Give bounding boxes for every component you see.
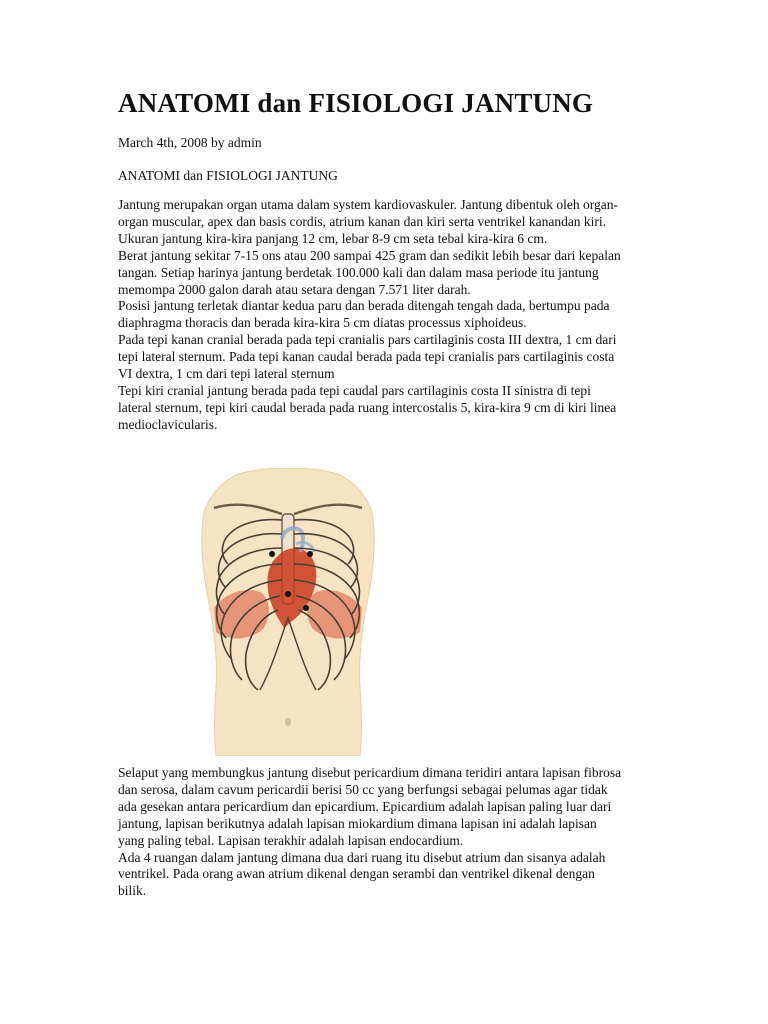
text-line: Ada 4 ruangan dalam jantung dimana dua dari ruang itu disebut atrium dan sisanya adalah <box>118 849 606 865</box>
text-line: Jantung merupakan organ utama dalam system kardiovaskuler. Jantung dibentuk oleh organ- <box>118 197 619 212</box>
text-line: dan serosa, dalam cavum pericardii berisi 50 cc yang berfungsi sebagai pelumas agar tidak <box>118 781 608 797</box>
thorax-svg <box>200 468 376 756</box>
auscultation-point <box>303 605 309 611</box>
post-meta: March 4th, 2008 by admin <box>118 135 262 150</box>
page-title: ANATOMI dan FISIOLOGI JANTUNG <box>118 88 594 118</box>
text-line: memompa 2000 galon darah atau setara dengan 7.571 liter darah. <box>118 281 471 297</box>
text-line: Pada tepi kanan cranial berada pada tepi cranialis pars cartilaginis costa III dextra, 1 cm dari <box>118 332 617 348</box>
text-line: ventrikel. Pada orang awan atrium dikenal dengan serambi dan ventrikel dikenal dengan <box>118 866 595 882</box>
text-line: Ukuran jantung kira-kira panjang 12 cm, lebar 8-9 cm seta tebal kira-kira 6 cm. <box>118 230 548 246</box>
text-line: Selaput yang membungkus jantung disebut pericardium dimana teridiri antara lapisan fibrosa <box>118 765 622 780</box>
body-text-block-2 <box>118 765 658 900</box>
text-line: jantung, lapisan berikutnya adalah lapisan miokardium dimana lapisan ini adalah lapisan <box>118 815 597 831</box>
text-line: bilik. <box>118 883 147 899</box>
text-line: tepi lateral sternum. Pada tepi kanan caudal berada pada tepi cranialis pars cartilaginis costa <box>118 349 615 365</box>
text-line: lateral sternum, tepi kiri caudal berada pada ruang intercostalis 5, kira-kira 9 cm di kiri linea <box>118 399 617 415</box>
auscultation-point <box>285 591 291 597</box>
text-line: Posisi jantung terletak diantar kedua paru dan berada ditengah tengah dada, bertumpu pada <box>118 298 610 314</box>
navel <box>285 718 291 726</box>
thorax-heart-illustration <box>200 468 376 756</box>
text-line: Berat jantung sekitar 7-15 ons atau 200 sampai 425 gram dan sedikit lebih besar dari kepalan <box>118 247 621 263</box>
text-line: tangan. Setiap harinya jantung berdetak 100.000 kali dan dalam masa periode itu jantung <box>118 264 599 280</box>
text-line: yang paling tebal. Lapisan terakhir adalah lapisan endocardium. <box>118 832 464 848</box>
auscultation-point <box>269 551 275 557</box>
text-line: organ muscular, apex dan basis cordis, atrium kanan dan kiri serta ventrikel kanandan kiri. <box>118 213 607 229</box>
auscultation-point <box>307 551 313 557</box>
text-line: medioclavicularis. <box>118 416 218 432</box>
text-line: diaphragma thoracis dan berada kira-kira 5 cm diatas processus xiphoideus. <box>118 315 527 331</box>
text-line: Tepi kiri cranial jantung berada pada tepi caudal pars cartilaginis costa II sinistra di tepi <box>118 382 591 398</box>
body-text-block-1 <box>118 197 658 434</box>
text-line: ada gesekan antara pericardium dan epicardium. Epicardium adalah lapisan paling luar dari <box>118 798 612 814</box>
text-line: VI dextra, 1 cm dari tepi lateral sternum <box>118 366 335 382</box>
article-subheading: ANATOMI dan FISIOLOGI JANTUNG <box>118 168 338 183</box>
